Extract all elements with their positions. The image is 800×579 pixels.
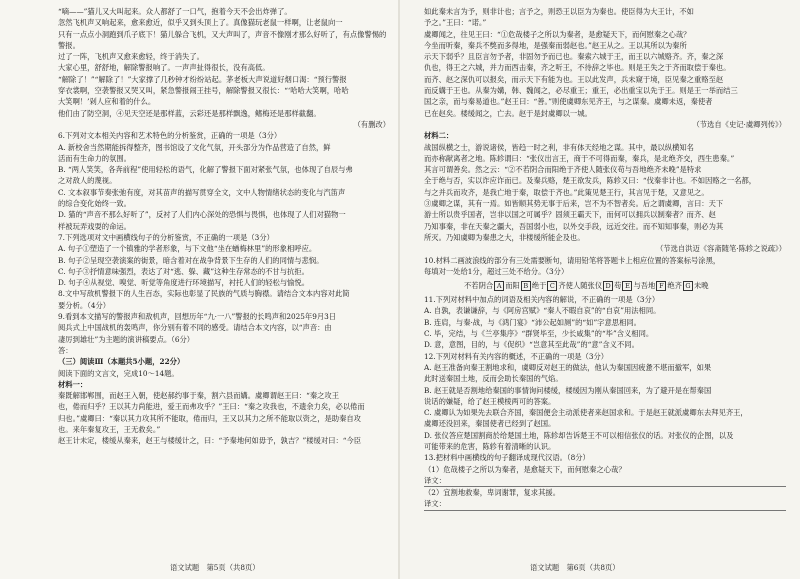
left-text-line: A. 句子①塑造了一个镇雅的学者形象，与下文他“坐在蝤梅林里”的形象相呼应。 <box>58 244 317 254</box>
left-text-line: 过了一阵，飞机声又愈来愈轻，终于消失了。 <box>58 52 204 62</box>
left-text-line: 的综合变化始终一致。 <box>58 199 131 209</box>
question-line: C. 毕，完结，与《兰亭集序》“群贤毕至，少长咸集”的“毕”含义相同。 <box>424 329 654 339</box>
question-line: A. 赵王准备向秦王割地求和，虞卿反对赵王的做法，他认为秦国因疲惫不堪而撤军，如果 <box>424 362 712 372</box>
material-2-title: 材料二： <box>424 131 454 141</box>
answer-box-c[interactable]: C <box>547 281 557 291</box>
q10-segment: 苟 <box>614 281 622 291</box>
answer-box-g[interactable]: G <box>683 281 693 291</box>
left-text-line: 答： <box>58 345 73 355</box>
left-text-line: 也，倦而归乎？王以其力尚能进，爱王而弗攻乎？”王曰：“秦之攻我也，不遗余力矣，必以倦而 <box>58 402 365 412</box>
source-citation-2: （节选自洪迈《容斋随笔·陈轸之说疏》） <box>655 244 786 254</box>
left-text-line: 也。来年秦复攻王，王无救矣。” <box>58 424 161 434</box>
left-text-line: 8.文中写敌机警报下的人生百态，实际也彰显了民族的气质与胸襟。请结合文本内容对此简 <box>58 289 350 299</box>
left-text-line: 警报。 <box>58 40 80 50</box>
question-line: D. 意，意图，目的，与《促织》“岂意其至此哉”的“意”含义不同。 <box>424 340 639 350</box>
right-text-line: 仇也，得王之六城，并力而西击秦，齐之听王，不待辞之毕也。则是王失之于齐而取偿于秦也。 <box>424 63 731 73</box>
q10-segment: 与吾地 <box>633 281 656 291</box>
left-text-line: B. 句子②呈现空袭演案的街景，暗含着对在战争背景下生存的人们的同情与悲悯。 <box>58 255 324 265</box>
question-line: C. 虞卿认为如果先去联合齐国，秦国便会主动派使者来赵国求和。于是赵王就派虞卿东去拜见齐王， <box>424 408 748 418</box>
left-text-line: 9.看到本文描写的警报声和敌机声，回想历年“九·一八”警报的长鸣声和2025年9月3日 <box>58 312 337 322</box>
left-text-line: 6.下列对文本相关内容和艺术特色的分析鉴赏，正确的一项是（3分） <box>58 131 282 141</box>
right-text-line: 而反媾于王也。从秦为媾，韩、魏闻之，必尽重王；重王，必出重宝以先于王。则是王一举而结三 <box>424 86 738 96</box>
question-line: 虞卿还没回来，秦国使者已经到了赵国。 <box>424 419 556 429</box>
right-text-line: 今坐而听秦，秦兵不獘而多得地，是强秦而弱赵也。”赵王从之。王以其所以为秦所 <box>424 40 687 50</box>
question-line: B. 赵王就是否割地给秦国的事情询问楼缓，楼缓因为刚从秦国回来，为了避开是在帮秦国 <box>424 385 712 395</box>
page-right <box>400 0 800 579</box>
left-text-line: 样被玩弄戏耍的命运。 <box>58 221 131 231</box>
question-line: 此时送秦国土地，反而会助长秦国的气焰。 <box>424 374 563 384</box>
answer-box-f[interactable]: F <box>656 281 666 291</box>
q10-segment: 绝齐 <box>667 281 682 291</box>
material-2-line: 游士所以贵乎国者，岂非以国之可属乎？固须王霸天下，而何可以拥兵以制秦者？而齐、赵 <box>424 210 716 220</box>
question-line: A. 自孰，表谦谦辞，与《阿房宫赋》“秦人不暇自哀”的“自哀”用法相同。 <box>424 306 661 316</box>
left-text-line: 只有一点点小洞跑到爪子底下！猫儿躲合飞机，又大声叫了，声音不像刚才那么好听了，有点像警惕的 <box>58 29 387 39</box>
left-text-line: 秦既解邯郸围，而赵王入朝，使赵郝约事于秦，割六县而媾。虞卿谓赵王曰：“秦之攻王 <box>58 391 340 401</box>
left-text-line: 阅兵式上中国战机的轰鸣声，你分别有着不同的感受。请结合本文内容，以“声音：由 <box>58 323 332 333</box>
q10-segment: 齐使人随张仪 <box>558 281 603 291</box>
material-2-line: 战国纵横之士，游说诸侯，皆趋一时之利，非有体天经地之谋。其中，最以纵横知名 <box>424 142 694 152</box>
left-text-line: A. 新校舍当然期能拆得整齐，图书馆设了文化气氛，开头部分为作品营造了自然，鲜 <box>58 142 331 152</box>
q10-segment: 未晚 <box>693 281 709 291</box>
right-text-line: 虞卿闻之，往见王曰：“①危哉楼子之所以为秦者，是愈疑天下，而何慰秦之心哉？ <box>424 29 691 39</box>
left-text-line: 赵王计未定，楼缓从秦来，赵王与楼缓计之，曰：“予秦地何如毋予，孰吉？”楼缓对曰：“今臣 <box>58 436 362 446</box>
left-text-line: D. 句子④从视觉、嗅觉、听觉等角度进行环境描写，衬托人们的轻松与愉悦。 <box>58 278 310 288</box>
right-text-line: 予之。”王曰：“诺。” <box>424 18 487 28</box>
answer-box-d[interactable]: D <box>603 281 613 291</box>
question-line: （2）宜割地救秦，卑词谢罪，复求其援。 <box>424 488 560 498</box>
material-2-line: 而亦称献离者之地。陈轸谓曰：“张仪出言王，商于不可得而秦，秦兵，是北绝齐交，西生患秦。” <box>424 153 735 163</box>
left-text-line: 大家心里，舒舒地，解除警报响了。一声声扯得很长，没有高低。 <box>58 63 270 73</box>
left-text-line: 穿衣裳啊，空袭警报又哭又叫，紧急警报闹王挂号，解除警报又很长：“‘哈哈大笑啊，哈哈 <box>58 86 349 96</box>
source-citation-1: （节选自《史记·虞卿列传》） <box>692 119 786 129</box>
left-text-line: （有删改） <box>353 119 390 129</box>
material-2-line: 全于绝与否，实以诈应诈而已。及秦兵赂，楚王欲发兵，陈轸又曰：“伐秦非计也。不如因赂之一名都， <box>424 176 757 186</box>
left-text-line: 要分析。（4分） <box>58 300 111 310</box>
left-text-line: （三）阅读Ⅲ（本题共5小题，22分） <box>58 357 185 367</box>
material-2-line: ③虞卿之谋，其有一焉。如皆顺其势无事于后来，岂不为不智者矣。后之谓虞卿，言曰：天下 <box>424 199 724 209</box>
question-10-line: 10.材料二画波浪线的部分有三处需要断句，请用铅笔将答题卡上相应位置的答案标号涂黑， <box>424 255 721 265</box>
question-line: 12.下列对材料有关内容的概述，不正确的一项是（3分） <box>424 351 609 361</box>
left-text-line: 他们由了防空洞，④见天空还是那样蓝，云彩还是那样飘逸，鳍梅还是那样截翻。 <box>58 108 321 118</box>
left-text-line: 之对敌人的蔑视。 <box>58 176 117 186</box>
left-text-line: B. “两人笑笑，各奔前程”使用轻松的语气，化解了警报下面对紧张气氛，也体现了自辰与弗 <box>58 165 353 175</box>
left-text-line: 材料一： <box>58 379 88 389</box>
right-text-line: 已在赵矣。楼缓闻之，亡去。赵于是封虞卿以一城。 <box>424 108 592 118</box>
left-text-line: D. 猫的“声音不那么好听了”，反衬了人们内心深处的恐惧与畏惧，也体现了人们对猫物一 <box>58 210 346 220</box>
q10-segment: 绝于 <box>531 281 547 291</box>
left-text-line: C. 文本叙事节奏张弛有度，对其苗声的描写贯穿全文，文中人物情绪状态的变化与汽笛声 <box>58 187 346 197</box>
left-text-line: 活而有生命力的氛围。 <box>58 153 131 163</box>
left-text-line: “解除了！”“解除了！”大家撑了几秒钟才纷纷站起。茅老板大声说道好烟口渴：“预行警报 <box>58 74 347 84</box>
left-text-line: 归也。”虞卿曰：“秦以其力攻其所不能取，倦而归，王又以其力之所不能取以资之，是助秦自攻 <box>58 413 361 423</box>
left-text-line: 忽然飞机声又响起来，愈来愈近，似乎又到头顶上了。真像猫玩老鼠一样啊，让老鼠向一 <box>58 18 343 28</box>
right-text-line: 国之亲，而与秦易道也。”赵王曰：“善。”则使虞卿东见齐王，与之谋秦。虞卿未返，秦使者 <box>424 97 713 107</box>
question-line: 译文： <box>424 475 786 487</box>
left-text-line: C. 句子③抒情意味强烈，表达了对“逃、躲、藏”这种生存常态的不甘与抗拒。 <box>58 266 309 276</box>
material-2-line: 其言可谓善矣。然之云：“②不若阴合而阳绝于齐使人随张仪苟与吾地绝齐未晚”是特求 <box>424 165 702 175</box>
left-text-line: 大笑啊！’剁人应和着的什么。 <box>58 97 156 107</box>
footer-right: 语文试题 第6页（共8页） <box>530 563 620 572</box>
right-text-line: 而齐、赵之深仇可以报矣，而示天下有能为也。王以此发声，兵未窥于境，臣见秦之重赂至赵 <box>424 74 724 84</box>
footer-left: 语文试题 第5页（共8页） <box>170 563 260 572</box>
answer-box-a[interactable]: A <box>494 281 504 291</box>
question-10-line: 每填对一处给1分，超过三处不给分。（3分） <box>424 266 569 276</box>
question-line: 可能带来的危害，陈轸有着清晰的认识。 <box>424 441 556 451</box>
right-text-line: 示天下弱乎？且臣言勿予者，非固勿予而已也。秦索六城于王，而王以六城赂齐。齐，秦之深 <box>424 52 724 62</box>
question-line: （1）危哉楼子之所以为秦者，是愈疑天下，而何慰秦之心哉？ <box>424 464 626 474</box>
question-line: 译文： <box>424 498 786 510</box>
question-line: 11.下列对材料中加点的词语及相关内容的解说，不正确的一项是（3分） <box>424 295 660 305</box>
q10-segment: 不若阴合 <box>464 281 494 291</box>
q10-sentence <box>424 279 786 292</box>
material-2-line: 与之并兵而攻齐，是我亡地于秦，取偿于齐也。”此策见楚王行，其言见于楚，又意见之。 <box>424 187 709 197</box>
answer-box-e[interactable]: E <box>622 281 632 291</box>
question-line: 说话的嫌疑，给了赵王模棱两可的答案。 <box>424 396 556 406</box>
left-text-line: 7.下列选项对文中画横线句子的分析鉴赏，不正确的一项是（3分） <box>58 232 274 242</box>
question-line: B. 连肩，与秦·战，与《鸿门宴》“沛公起如厕”的“如”字意思相同。 <box>424 317 641 327</box>
left-text-line: “嘀——”猫儿又大叫起来。众人都舒了一口气，抱着今天不会出炸弹了。 <box>58 7 292 16</box>
material-2-line: 乃知事秦，非在天秦之疆大，吾国弱小也，以外交手段，远近交往。而不知知事秦，则必为其 <box>424 221 724 231</box>
answer-box-b[interactable]: B <box>521 281 531 291</box>
question-line: D. 张仪答应楚国割商於给楚国土地，陈轸却告诉楚王不可以相信张仪的话。对张仪的企图，以及 <box>424 430 734 440</box>
q10-segment: 而阳 <box>505 281 520 291</box>
right-text-line: 如此秦未言为予，则非计也；言予之，则恐王以臣为为秦也。使臣得为大王计，不如 <box>424 7 694 16</box>
question-line: 13.把材料中画横线的句子翻译成现代汉语。（8分） <box>424 453 590 463</box>
left-text-line: 凄厉到雄壮”为主题的演讲稿要点。（6分） <box>58 334 195 344</box>
left-text-line: 阅读下面的文言文，完成10～14题。 <box>58 368 179 378</box>
material-2-line: 所灭。乃知虞卿为秦患之大，非楼缓所能企及也。 <box>424 232 585 242</box>
